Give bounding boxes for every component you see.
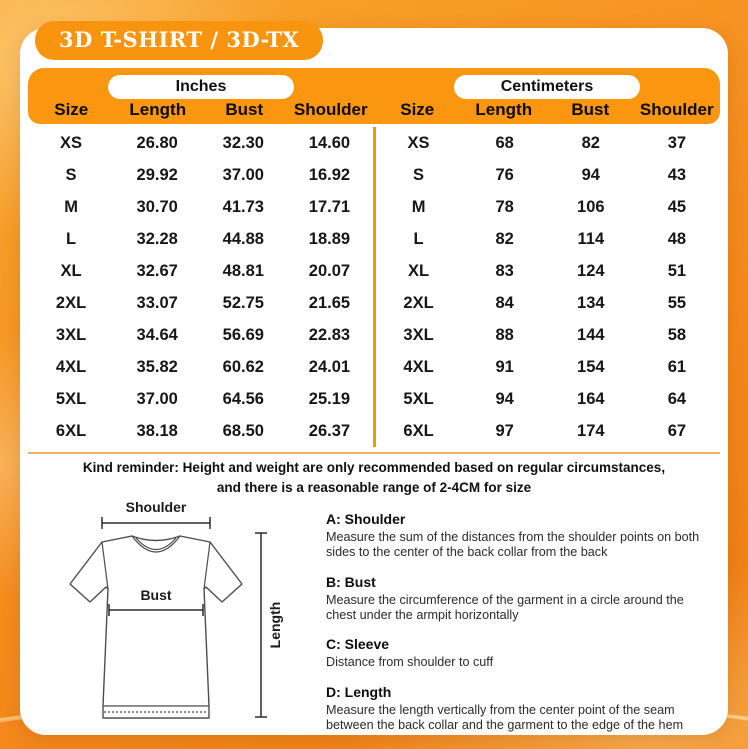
bust-cell: 134	[577, 293, 605, 312]
tshirt-outline	[70, 536, 242, 718]
measurement-definition	[326, 684, 704, 733]
shoulder-cell: 22.83	[308, 325, 351, 344]
bust-cell: 68.50	[222, 421, 264, 440]
shoulder-cell: 18.89	[308, 229, 351, 248]
length-cell: 26.80	[136, 133, 178, 152]
size-table-body	[28, 124, 720, 447]
measurement-definition-title: C: Sleeve	[326, 636, 390, 653]
shoulder-cell: 24.01	[308, 357, 351, 376]
bust-cell: 32.30	[222, 133, 264, 152]
length-cell: 32.28	[136, 229, 178, 248]
size-cell: 2XL	[55, 293, 87, 312]
shoulder-cell: 51	[667, 261, 687, 280]
table-row	[376, 287, 721, 319]
measurement-definition-body: Measure the length vertically from the center point of the seam between the back collar and the garment to the edge of the hem	[326, 703, 684, 733]
table-row	[376, 223, 721, 255]
product-title-badge	[35, 21, 323, 60]
column-header-bust: Bust	[225, 100, 264, 119]
table-row	[376, 319, 721, 351]
table-row	[28, 191, 373, 223]
size-cell: M	[64, 197, 78, 216]
size-cell: L	[66, 229, 77, 248]
length-cell: 33.07	[136, 293, 178, 312]
table-row	[376, 255, 721, 287]
size-cell: S	[65, 165, 77, 184]
shoulder-cell: 43	[667, 165, 687, 184]
shoulder-cell: 37	[667, 133, 687, 152]
measurement-definition-title: D: Length	[326, 684, 392, 701]
length-cell: 91	[495, 357, 514, 376]
table-row	[376, 351, 721, 383]
length-cell: 83	[495, 261, 514, 280]
bust-cell: 114	[577, 229, 605, 248]
table-row	[376, 191, 721, 223]
product-title: 3D T-SHIRT / 3D-TX	[59, 27, 300, 52]
size-cell: XL	[60, 261, 82, 280]
table-row	[28, 223, 373, 255]
shoulder-cell: 64	[667, 389, 687, 408]
tshirt-measurement-diagram	[54, 496, 308, 732]
bust-cell: 164	[577, 389, 605, 408]
length-cell: 78	[495, 197, 514, 216]
centimeters-unit-pill: Centimeters	[454, 75, 640, 99]
size-cell: 4XL	[403, 357, 434, 376]
table-row	[28, 415, 373, 447]
shoulder-cell: 21.65	[308, 293, 351, 312]
section-divider	[28, 452, 720, 454]
inches-column-headers	[28, 100, 374, 120]
table-row	[376, 415, 721, 447]
size-cell: 6XL	[55, 421, 87, 440]
shoulder-cell: 55	[667, 293, 687, 312]
length-label: Length	[267, 601, 283, 649]
column-header-shoulder: Shoulder	[639, 100, 714, 119]
length-cell: 82	[495, 229, 514, 248]
bust-cell: 144	[577, 325, 605, 344]
bust-cell: 52.75	[222, 293, 264, 312]
bust-cell: 41.73	[222, 197, 264, 216]
size-cell: XS	[407, 133, 430, 152]
tshirt-diagram-svg	[54, 496, 308, 732]
length-cell: 38.18	[136, 421, 178, 440]
centimeters-column-headers	[374, 100, 720, 120]
table-row	[28, 351, 373, 383]
bust-cell: 60.62	[222, 357, 264, 376]
column-header-bust: Bust	[571, 100, 610, 119]
shoulder-cell: 45	[667, 197, 687, 216]
size-cell: 6XL	[403, 421, 434, 440]
size-cell: XS	[60, 133, 83, 152]
table-row	[28, 383, 373, 415]
kind-reminder-line2: and there is a reasonable range of 2-4CM for size	[216, 479, 532, 495]
size-chart-card	[20, 28, 728, 735]
length-cell: 35.82	[136, 357, 178, 376]
table-row	[28, 159, 373, 191]
size-cell: 5XL	[403, 389, 434, 408]
measurement-guide	[326, 511, 704, 747]
bust-cell: 94	[581, 165, 600, 184]
bust-cell: 124	[577, 261, 605, 280]
length-cell: 68	[495, 133, 514, 152]
table-row	[28, 319, 373, 351]
size-cell: XL	[408, 261, 430, 280]
column-header-size: Size	[400, 100, 435, 119]
bust-cell: 56.69	[222, 325, 264, 344]
size-cell: 3XL	[403, 325, 434, 344]
length-cell: 30.70	[136, 197, 178, 216]
bust-cell: 64.56	[222, 389, 264, 408]
bust-label: Bust	[140, 587, 172, 603]
kind-reminder	[36, 458, 712, 497]
length-cell: 29.92	[136, 165, 178, 184]
shoulder-label: Shoulder	[125, 499, 187, 515]
shoulder-cell: 14.60	[308, 133, 351, 152]
size-cell: S	[413, 165, 425, 184]
shoulder-cell: 61	[667, 357, 687, 376]
table-row	[376, 159, 721, 191]
table-row	[28, 127, 373, 159]
kind-reminder-line1: Kind reminder: Height and weight are only recommended based on regular circumstances,	[82, 460, 666, 475]
table-row	[376, 383, 721, 415]
column-header-length: Length	[129, 100, 187, 119]
shoulder-cell: 17.71	[308, 197, 351, 216]
shoulder-cell: 16.92	[308, 165, 351, 184]
table-row	[28, 287, 373, 319]
centimeters-table-rows	[376, 127, 721, 447]
bust-cell: 154	[577, 357, 605, 376]
column-header-size: Size	[54, 100, 89, 119]
size-cell: 3XL	[55, 325, 87, 344]
centimeters-header	[374, 68, 720, 124]
length-cell: 76	[495, 165, 514, 184]
length-cell: 37.00	[136, 389, 178, 408]
inches-unit-pill: Inches	[108, 75, 294, 99]
shoulder-cell: 26.37	[308, 421, 351, 440]
shoulder-cell: 20.07	[308, 261, 351, 280]
inches-header	[28, 68, 374, 124]
size-cell: 4XL	[55, 357, 87, 376]
table-header-band	[28, 68, 720, 124]
inches-table-rows	[28, 127, 373, 447]
table-row	[28, 255, 373, 287]
measurement-definition	[326, 636, 704, 670]
table-row	[376, 127, 721, 159]
measurement-definition-body: Measure the circumference of the garment in a circle around the chest under the armpit horizontally	[326, 592, 684, 622]
length-cell: 97	[495, 421, 514, 440]
length-cell: 88	[495, 325, 514, 344]
length-cell: 94	[495, 389, 514, 408]
measurement-definition	[326, 574, 704, 623]
bust-cell: 106	[577, 197, 605, 216]
length-cell: 34.64	[136, 325, 178, 344]
bust-cell: 174	[577, 421, 605, 440]
column-header-shoulder: Shoulder	[293, 100, 368, 119]
size-cell: M	[411, 197, 426, 216]
shoulder-cell: 48	[667, 229, 687, 248]
measurement-definition-body: Measure the sum of the distances from the shoulder points on both sides to the center of the back collar from the back	[326, 530, 700, 559]
measurement-definition-title: B: Bust	[326, 573, 376, 590]
length-cell: 84	[495, 293, 514, 312]
shoulder-cell: 67	[667, 421, 687, 440]
column-header-length: Length	[475, 100, 533, 119]
length-cell: 32.67	[136, 261, 178, 280]
measurement-definition-body: Distance from shoulder to cuff	[326, 655, 494, 670]
shoulder-cell: 25.19	[308, 389, 351, 408]
size-cell: 2XL	[403, 293, 434, 312]
shoulder-measure-line	[102, 517, 210, 529]
bust-cell: 48.81	[222, 261, 264, 280]
length-measure-line	[255, 533, 267, 717]
shoulder-cell: 58	[667, 325, 687, 344]
measurement-definition	[326, 511, 704, 560]
measurement-definition-title: A: Shoulder	[326, 511, 406, 527]
bust-cell: 37.00	[222, 165, 264, 184]
bust-cell: 44.88	[222, 229, 264, 248]
size-cell: L	[413, 229, 424, 248]
bust-cell: 82	[581, 133, 600, 152]
size-cell: 5XL	[55, 389, 87, 408]
